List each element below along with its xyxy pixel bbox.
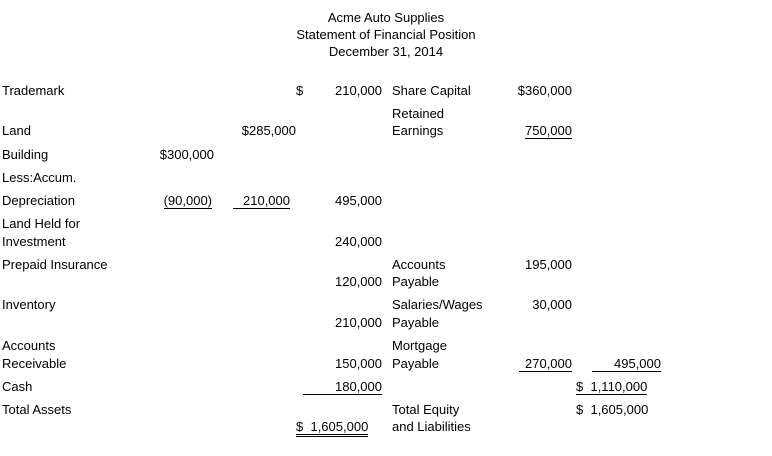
total-equity-label-2: and Liabilities [392,419,471,434]
land-held-amount: 240,000 [335,234,382,249]
building-net: 210,000 [222,192,290,210]
retained-label-1: Retained [392,106,445,121]
trademark-amount: 210,000 [335,83,382,98]
total-assets-label: Total Assets [2,402,72,417]
inventory-amount: 210,000 [335,315,382,330]
total-liabilities-amount: 495,000 [576,355,661,373]
prepaid-label: Prepaid Insurance [2,257,108,272]
share-capital-label: Share Capital [392,83,471,98]
retained-amount: 750,000 [525,123,572,138]
total-assets-amount: $ 1,605,000 [296,418,368,436]
inventory-label: Inventory [2,297,56,312]
trademark-label: Trademark [2,83,65,98]
trademark-currency: $ [296,83,304,98]
cash-amount: 180,000 [296,378,382,396]
mortgage-label-1: Mortgage [392,338,447,353]
land-held-label-1: Land Held for [2,216,81,231]
prepaid-amount: 120,000 [335,274,382,289]
statement-title: Statement of Financial Position [296,27,476,42]
share-capital-amount: $360,000 [517,83,572,98]
statement-date: December 31, 2014 [328,44,444,59]
accounts-payable-amount: 195,000 [525,257,572,272]
accum-depreciation: (90,000) [163,193,212,208]
total-equity-liabilities-amount: $ 1,605,000 [576,402,649,417]
salaries-amount: 30,000 [532,297,572,312]
retained-label-2: Earnings [392,123,444,138]
building-label: Building [2,147,49,162]
accounts-payable-label-1: Accounts [392,257,446,272]
mortgage-label-2: Payable [392,356,439,371]
salaries-label-2: Payable [392,315,439,330]
equity-total: $ 1,110,000 [576,379,648,394]
cash-label: Cash [2,379,33,394]
total-equity-label-1: Total Equity [392,402,460,417]
salaries-label-1: Salaries/Wages [392,297,483,312]
building-subtotal: 495,000 [335,193,382,208]
accounts-payable-label-2: Payable [392,274,439,289]
land-label: Land [2,123,31,138]
mortgage-amount: 270,000 [506,355,572,373]
company-name: Acme Auto Supplies [327,10,445,25]
building-gross: $300,000 [159,147,214,162]
receivable-label-2: Receivable [2,356,67,371]
receivable-label-1: Accounts [2,338,56,353]
land-amount: $285,000 [241,123,296,138]
depreciation-label: Depreciation [2,193,75,208]
land-held-label-2: Investment [2,234,66,249]
receivable-amount: 150,000 [335,356,382,371]
less-accum-label: Less:Accum. [2,170,77,185]
